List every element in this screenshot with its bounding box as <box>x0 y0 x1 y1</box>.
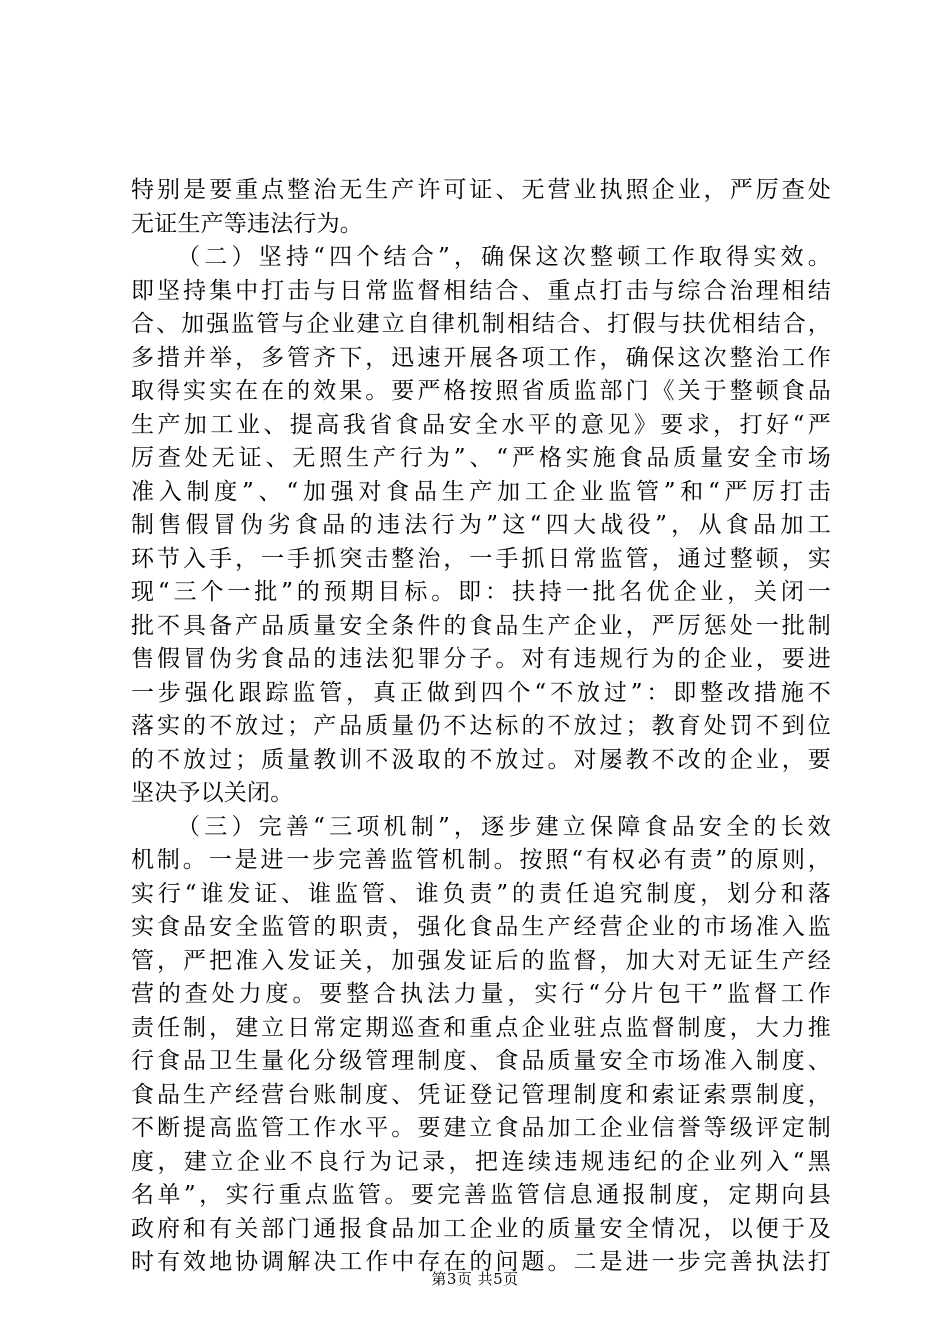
text-line: 实食品安全监管的职责，强化食品生产经营企业的市场准入监 <box>131 914 831 940</box>
text-line: 政府和有关部门通报食品加工企业的质量安全情况，以便于及 <box>131 1215 831 1242</box>
text-line: 的不放过；质量教训不汲取的不放过。对屡教不改的企业，要 <box>131 746 831 773</box>
text-line: 批不具备产品质量安全条件的食品生产企业，严厉惩处一批制 <box>131 612 831 639</box>
text-line: 管，严把准入发证关，加强发证后的监督，加大对无证生产经 <box>131 947 831 974</box>
document-body <box>131 174 831 1280</box>
text-line: 制售假冒伪劣食品的违法行为”这“四大战役”，从食品加工 <box>131 512 831 538</box>
text-line: 不断提高监管工作水平。要建立食品加工企业信誉等级评定制 <box>131 1115 831 1141</box>
text-line: 时有效地协调解决工作中存在的问题。二是进一步完善执法打 <box>131 1249 831 1275</box>
text-line: 厉查处无证、无照生产行为”、“严格实施食品质量安全市场 <box>131 445 831 471</box>
text-line: 名单”，实行重点监管。要完善监管信息通报制度，定期向县 <box>131 1182 831 1208</box>
text-line: （三）完善“三项机制”，逐步建立保障食品安全的长效 <box>177 813 831 840</box>
page-footer: 第3页 共5页 <box>431 1270 519 1288</box>
text-line: 准入制度”、“加强对食品生产加工企业监管”和“严厉打击 <box>131 478 831 505</box>
text-line: 生产加工业、提高我省食品安全水平的意见》要求，打好“严 <box>131 411 831 438</box>
text-line: 售假冒伪劣食品的违法犯罪分子。对有违规行为的企业，要进 <box>131 646 831 672</box>
text-line: 机制。一是进一步完善监管机制。按照“有权必有责”的原则， <box>131 847 831 873</box>
text-line: 责任制，建立日常定期巡查和重点企业驻点监督制度，大力推 <box>131 1014 831 1041</box>
text-line: 现“三个一批”的预期目标。即：扶持一批名优企业，关闭一 <box>131 579 831 605</box>
text-line: 合、加强监管与企业建立自律机制相结合、打假与扶优相结合， <box>131 311 831 337</box>
text-line: 一步强化跟踪监管，真正做到四个“不放过”：即整改措施不 <box>131 679 831 706</box>
text-line: 食品生产经营台账制度、凭证登记管理制度和索证索票制度， <box>131 1081 831 1108</box>
text-line: 取得实实在在的效果。要严格按照省质监部门《关于整顿食品 <box>131 378 831 404</box>
text-line: 度，建立企业不良行为记录，把连续违规违纪的企业列入“黑 <box>131 1148 831 1175</box>
text-line: 即坚持集中打击与日常监督相结合、重点打击与综合治理相结 <box>131 277 831 304</box>
text-line: （二）坚持“四个结合”，确保这次整顿工作取得实效。 <box>177 244 831 270</box>
text-line: 环节入手，一手抓突击整治，一手抓日常监管，通过整顿，实 <box>131 545 831 572</box>
text-line: 坚决予以关闭。 <box>131 780 294 806</box>
text-line: 行食品卫生量化分级管理制度、食品质量安全市场准入制度、 <box>131 1048 831 1074</box>
text-line: 营的查处力度。要整合执法力量，实行“分片包干”监督工作 <box>131 981 831 1007</box>
text-line: 无证生产等违法行为。 <box>131 210 363 237</box>
text-line: 多措并举，多管齐下，迅速开展各项工作，确保这次整治工作 <box>131 344 831 371</box>
text-line: 特别是要重点整治无生产许可证、无营业执照企业，严厉查处 <box>131 177 831 203</box>
text-line: 实行“谁发证、谁监管、谁负责”的责任追究制度，划分和落 <box>131 880 831 907</box>
text-line: 落实的不放过；产品质量仍不达标的不放过；教育处罚不到位 <box>131 713 831 739</box>
